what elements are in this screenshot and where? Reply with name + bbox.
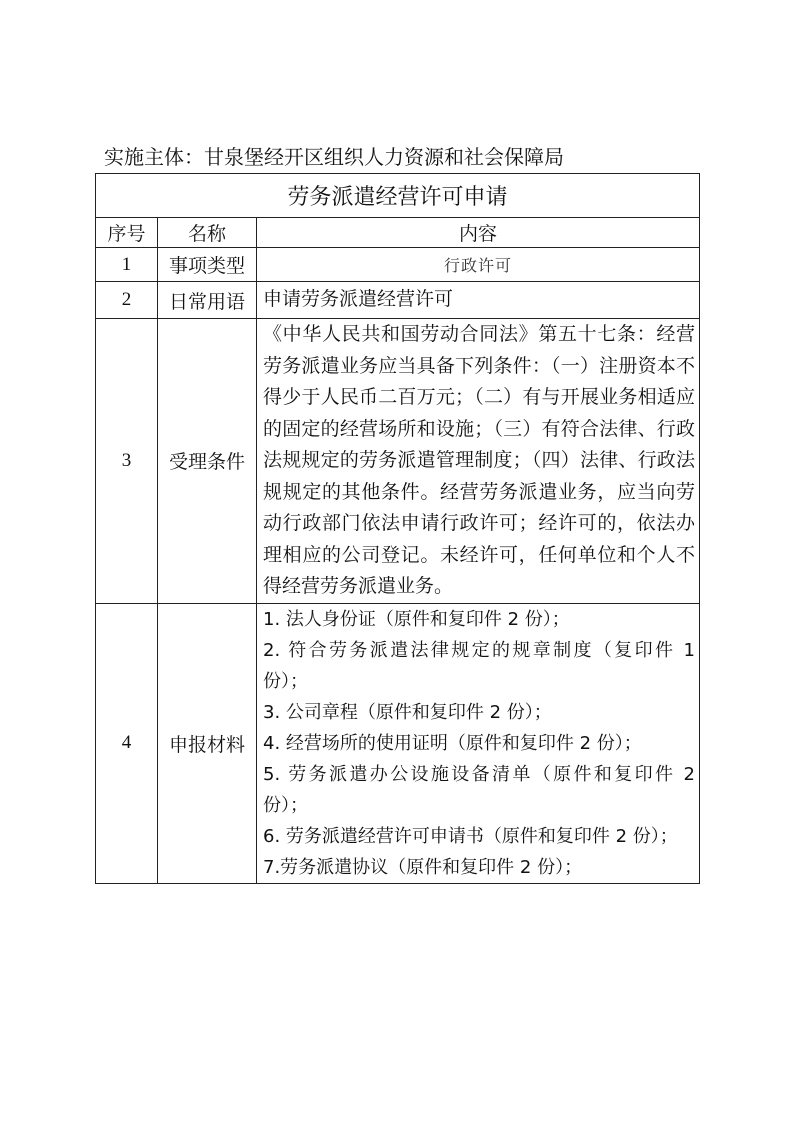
row-index: 3 <box>96 319 158 604</box>
row-content-conditions: 《中华人民共和国劳动合同法》第五十七条：经营劳务派遣业务应当具备下列条件：（一）注册资本不得少于人民币二百万元；（二）有与开展业务相适应的固定的经营场所和设施；（三）有符合法律、行政法规规定的劳务派遣管理制度；（四）法律、行政法规规定的其他条件。经营劳务派遣业务，应当向劳动行政部门依法申请行政许可；经许可的，依法办理相应的公司登记。未经许可，任何单位和个人不得经营劳务派遣业务。 <box>257 319 700 604</box>
service-item-table <box>95 173 700 884</box>
table-row <box>96 603 700 883</box>
material-item: 1. 法人身份证（原件和复印件 2 份）； <box>263 608 570 630</box>
row-content: 申请劳务派遣经营许可 <box>257 282 700 319</box>
table-row <box>96 282 700 319</box>
row-content: 行政许可 <box>257 248 700 282</box>
table-row <box>96 319 700 604</box>
table-header-row <box>96 218 700 248</box>
header-name: 名称 <box>158 218 257 248</box>
material-item: 5. 劳务派遣办公设施设备清单（原件和复印件 2 份）； <box>263 763 695 816</box>
row-index: 4 <box>96 603 158 883</box>
implementing-subject: 实施主体：甘泉堡经开区组织人力资源和社会保障局 <box>104 145 564 169</box>
row-name: 事项类型 <box>158 248 257 282</box>
row-name: 申报材料 <box>158 603 257 883</box>
table-title-row <box>96 174 700 218</box>
header-index: 序号 <box>96 218 158 248</box>
material-item: 2. 符合劳务派遣法律规定的规章制度（复印件 1 份）； <box>263 639 695 692</box>
row-content-materials <box>257 603 700 883</box>
row-name: 日常用语 <box>158 282 257 319</box>
row-index: 2 <box>96 282 158 319</box>
table-title: 劳务派遣经营许可申请 <box>96 174 700 218</box>
header-content: 内容 <box>257 218 700 248</box>
material-item: 3. 公司章程（原件和复印件 2 份）； <box>263 701 552 723</box>
row-index: 1 <box>96 248 158 282</box>
material-item: 4. 经营场所的使用证明（原件和复印件 2 份）； <box>263 732 642 754</box>
table-row <box>96 248 700 282</box>
row-name: 受理条件 <box>158 319 257 604</box>
material-item: 6. 劳务派遣经营许可申请书（原件和复印件 2 份）； <box>263 825 678 847</box>
material-item: 7.劳务派遣协议（原件和复印件 2 份）； <box>263 856 583 878</box>
